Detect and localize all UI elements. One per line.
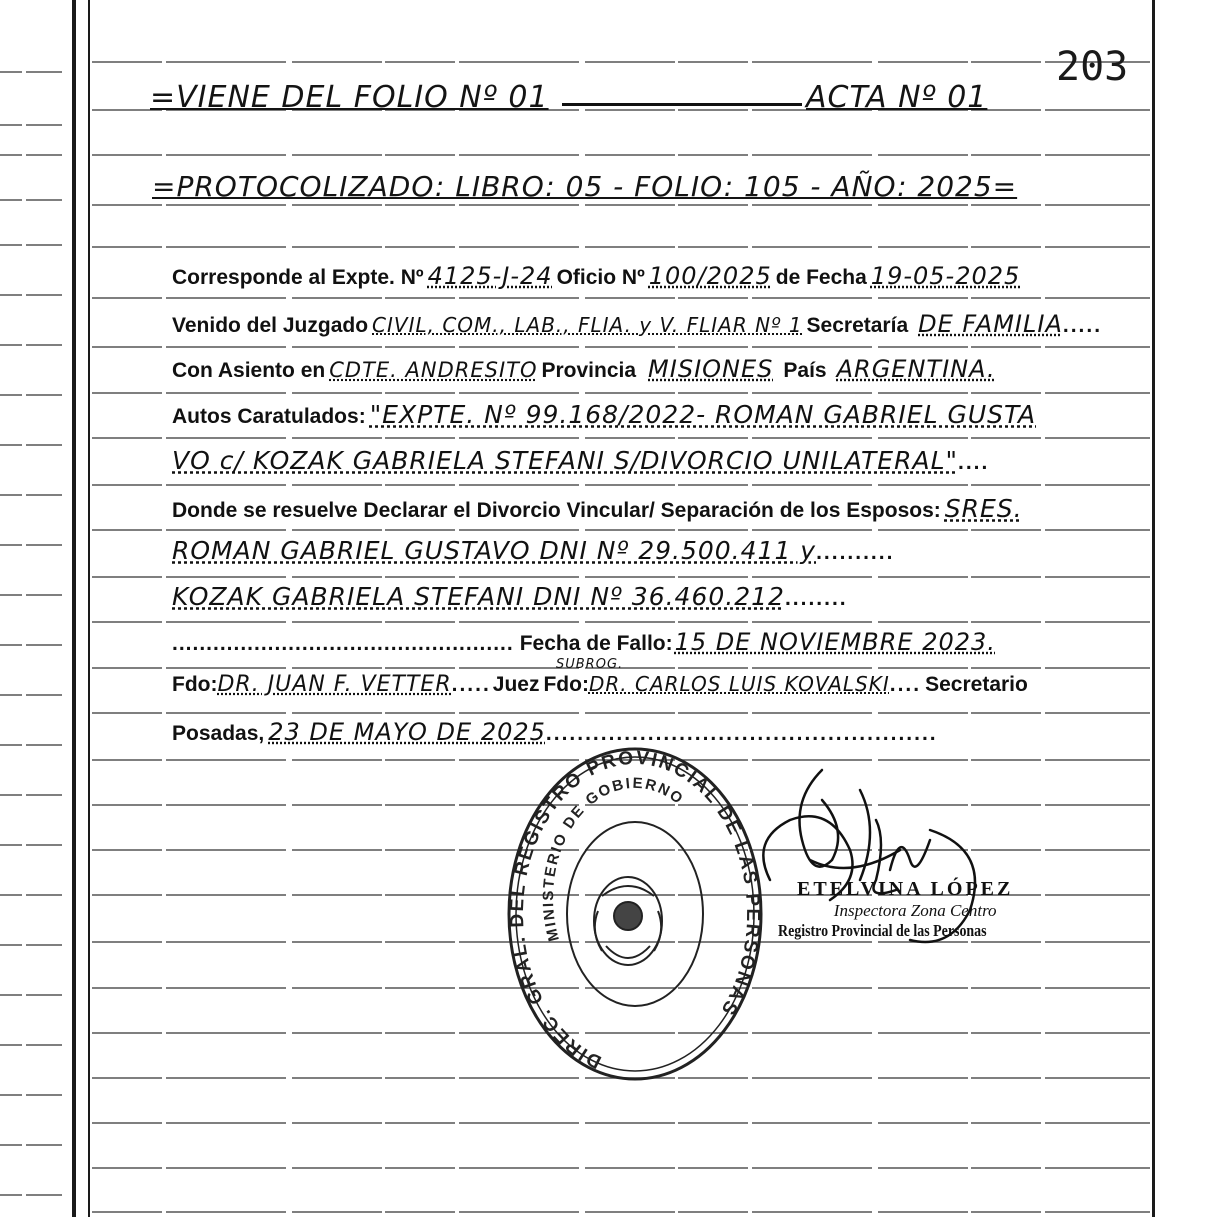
- right-margin-rule: [1152, 0, 1155, 1217]
- resuelve-value: SRES.: [944, 494, 1023, 523]
- row-autos-2: VO c/ KOZAK GABRIELA STEFANI S/DIVORCIO UNILATERAL" ....: [172, 446, 990, 475]
- autos-value-line2: VO c/ KOZAK GABRIELA STEFANI S/DIVORCIO UNILATERAL": [172, 446, 958, 475]
- fecha-value: 19-05-2025: [870, 262, 1021, 290]
- fecha-label: de Fecha: [775, 266, 867, 289]
- row-esposo-2: KOZAK GABRIELA STEFANI DNI Nº 36.460.212 ........: [172, 582, 848, 611]
- fdo2-label: Fdo:: [543, 673, 589, 696]
- corresponde-label: Corresponde al Expte. Nº: [172, 266, 424, 289]
- juzgado-value: CIVIL, COM., LAB., FLIA. y V. FLIAR Nº 1: [372, 313, 803, 337]
- row-autos: [172, 400, 1036, 429]
- stamp-outer-text: DIREC. GRAL. DEL REGISTRO PROVINCIAL DE LAS PERSONAS: [506, 747, 764, 1073]
- registro-stamp: [506, 746, 764, 1082]
- row-fallo: .................................................. Fecha de Fallo: 15 DE NOVIEMBRE 2023.: [172, 628, 996, 656]
- left-margin-rule-inner: [88, 0, 90, 1217]
- signatory-name: ETELVINA LÓPEZ: [797, 878, 1014, 900]
- asiento-value: CDTE. ANDRESITO: [329, 358, 538, 382]
- asiento-label: Con Asiento en: [172, 359, 326, 382]
- acta-number: ACTA Nº 01: [806, 80, 988, 115]
- autos-value-line1: "EXPTE. Nº 99.168/2022- ROMAN GABRIEL GUSTA: [369, 400, 1037, 429]
- subrog-note: SUBROG.: [556, 657, 624, 672]
- pais-value: ARGENTINA.: [836, 355, 996, 383]
- signature-block: [778, 878, 1032, 941]
- signatory-title: Inspectora Zona Centro: [833, 901, 997, 920]
- fallo-label: Fecha de Fallo:: [519, 632, 673, 655]
- signatory-org: Registro Provincial de las Personas: [778, 921, 987, 940]
- secretaria-value: DE FAMILIA: [918, 310, 1063, 338]
- juez-value: DR. JUAN F. VETTER: [217, 672, 452, 697]
- posadas-label: Posadas,: [172, 722, 265, 745]
- row-corresponde: [172, 262, 1020, 290]
- expte-value: 4125-J-24: [427, 262, 553, 290]
- esposo-1: ROMAN GABRIEL GUSTAVO DNI Nº 29.500.411 y: [172, 536, 817, 565]
- secretario-value: DR. CARLOS LUIS KOVALSKI: [588, 672, 890, 696]
- fdo-label: Fdo:: [172, 673, 218, 696]
- esposo-2: KOZAK GABRIELA STEFANI DNI Nº 36.460.212: [172, 582, 785, 611]
- stamp-inner-text: MINISTERIO DE GOBIERNO: [539, 774, 688, 943]
- viene-del-folio: =VIENE DEL FOLIO Nº 01: [150, 80, 549, 115]
- folio-number: 203: [1056, 44, 1129, 90]
- row-posadas: Posadas, 23 DE MAYO DE 2025 ..................................................: [172, 718, 938, 746]
- header-dash: [562, 103, 802, 106]
- row-asiento: [172, 355, 996, 383]
- coat-of-arms-icon: [594, 877, 662, 965]
- pais-label: País: [783, 359, 827, 382]
- posadas-value: 23 DE MAYO DE 2025: [268, 718, 546, 746]
- row-resuelve: [172, 494, 1023, 523]
- provincia-label: Provincia: [541, 359, 637, 382]
- resuelve-label: Donde se resuelve Declarar el Divorcio Vincular/ Separación de los Esposos:: [172, 499, 941, 522]
- autos-label: Autos Caratulados:: [172, 405, 366, 428]
- secretaria-label: Secretaría: [806, 314, 909, 337]
- row-venido: Venido del Juzgado CIVIL, COM., LAB., FLIA. y V. FLIAR Nº 1 Secretaría DE FAMILIA .....: [172, 310, 1103, 338]
- row-firmas: Fdo: DR. JUAN F. VETTER ..... Juez Fdo: DR. CARLOS LUIS KOVALSKI .... Secretario: [172, 672, 1028, 697]
- oficio-label: Oficio Nº: [556, 266, 645, 289]
- protocolizado-line: =PROTOCOLIZADO: LIBRO: 05 - FOLIO: 105 - AÑO: 2025=: [152, 170, 1018, 203]
- provincia-value: MISIONES: [648, 355, 774, 383]
- venido-label: Venido del Juzgado: [172, 314, 369, 337]
- left-margin-rule: [72, 0, 76, 1217]
- secretario-label: Secretario: [925, 673, 1028, 696]
- fallo-value: 15 DE NOVIEMBRE 2023.: [674, 628, 996, 656]
- oficio-value: 100/2025: [648, 262, 772, 290]
- row-esposo-1: ROMAN GABRIEL GUSTAVO DNI Nº 29.500.411 y ..........: [172, 536, 895, 565]
- juez-label: Juez: [492, 673, 540, 696]
